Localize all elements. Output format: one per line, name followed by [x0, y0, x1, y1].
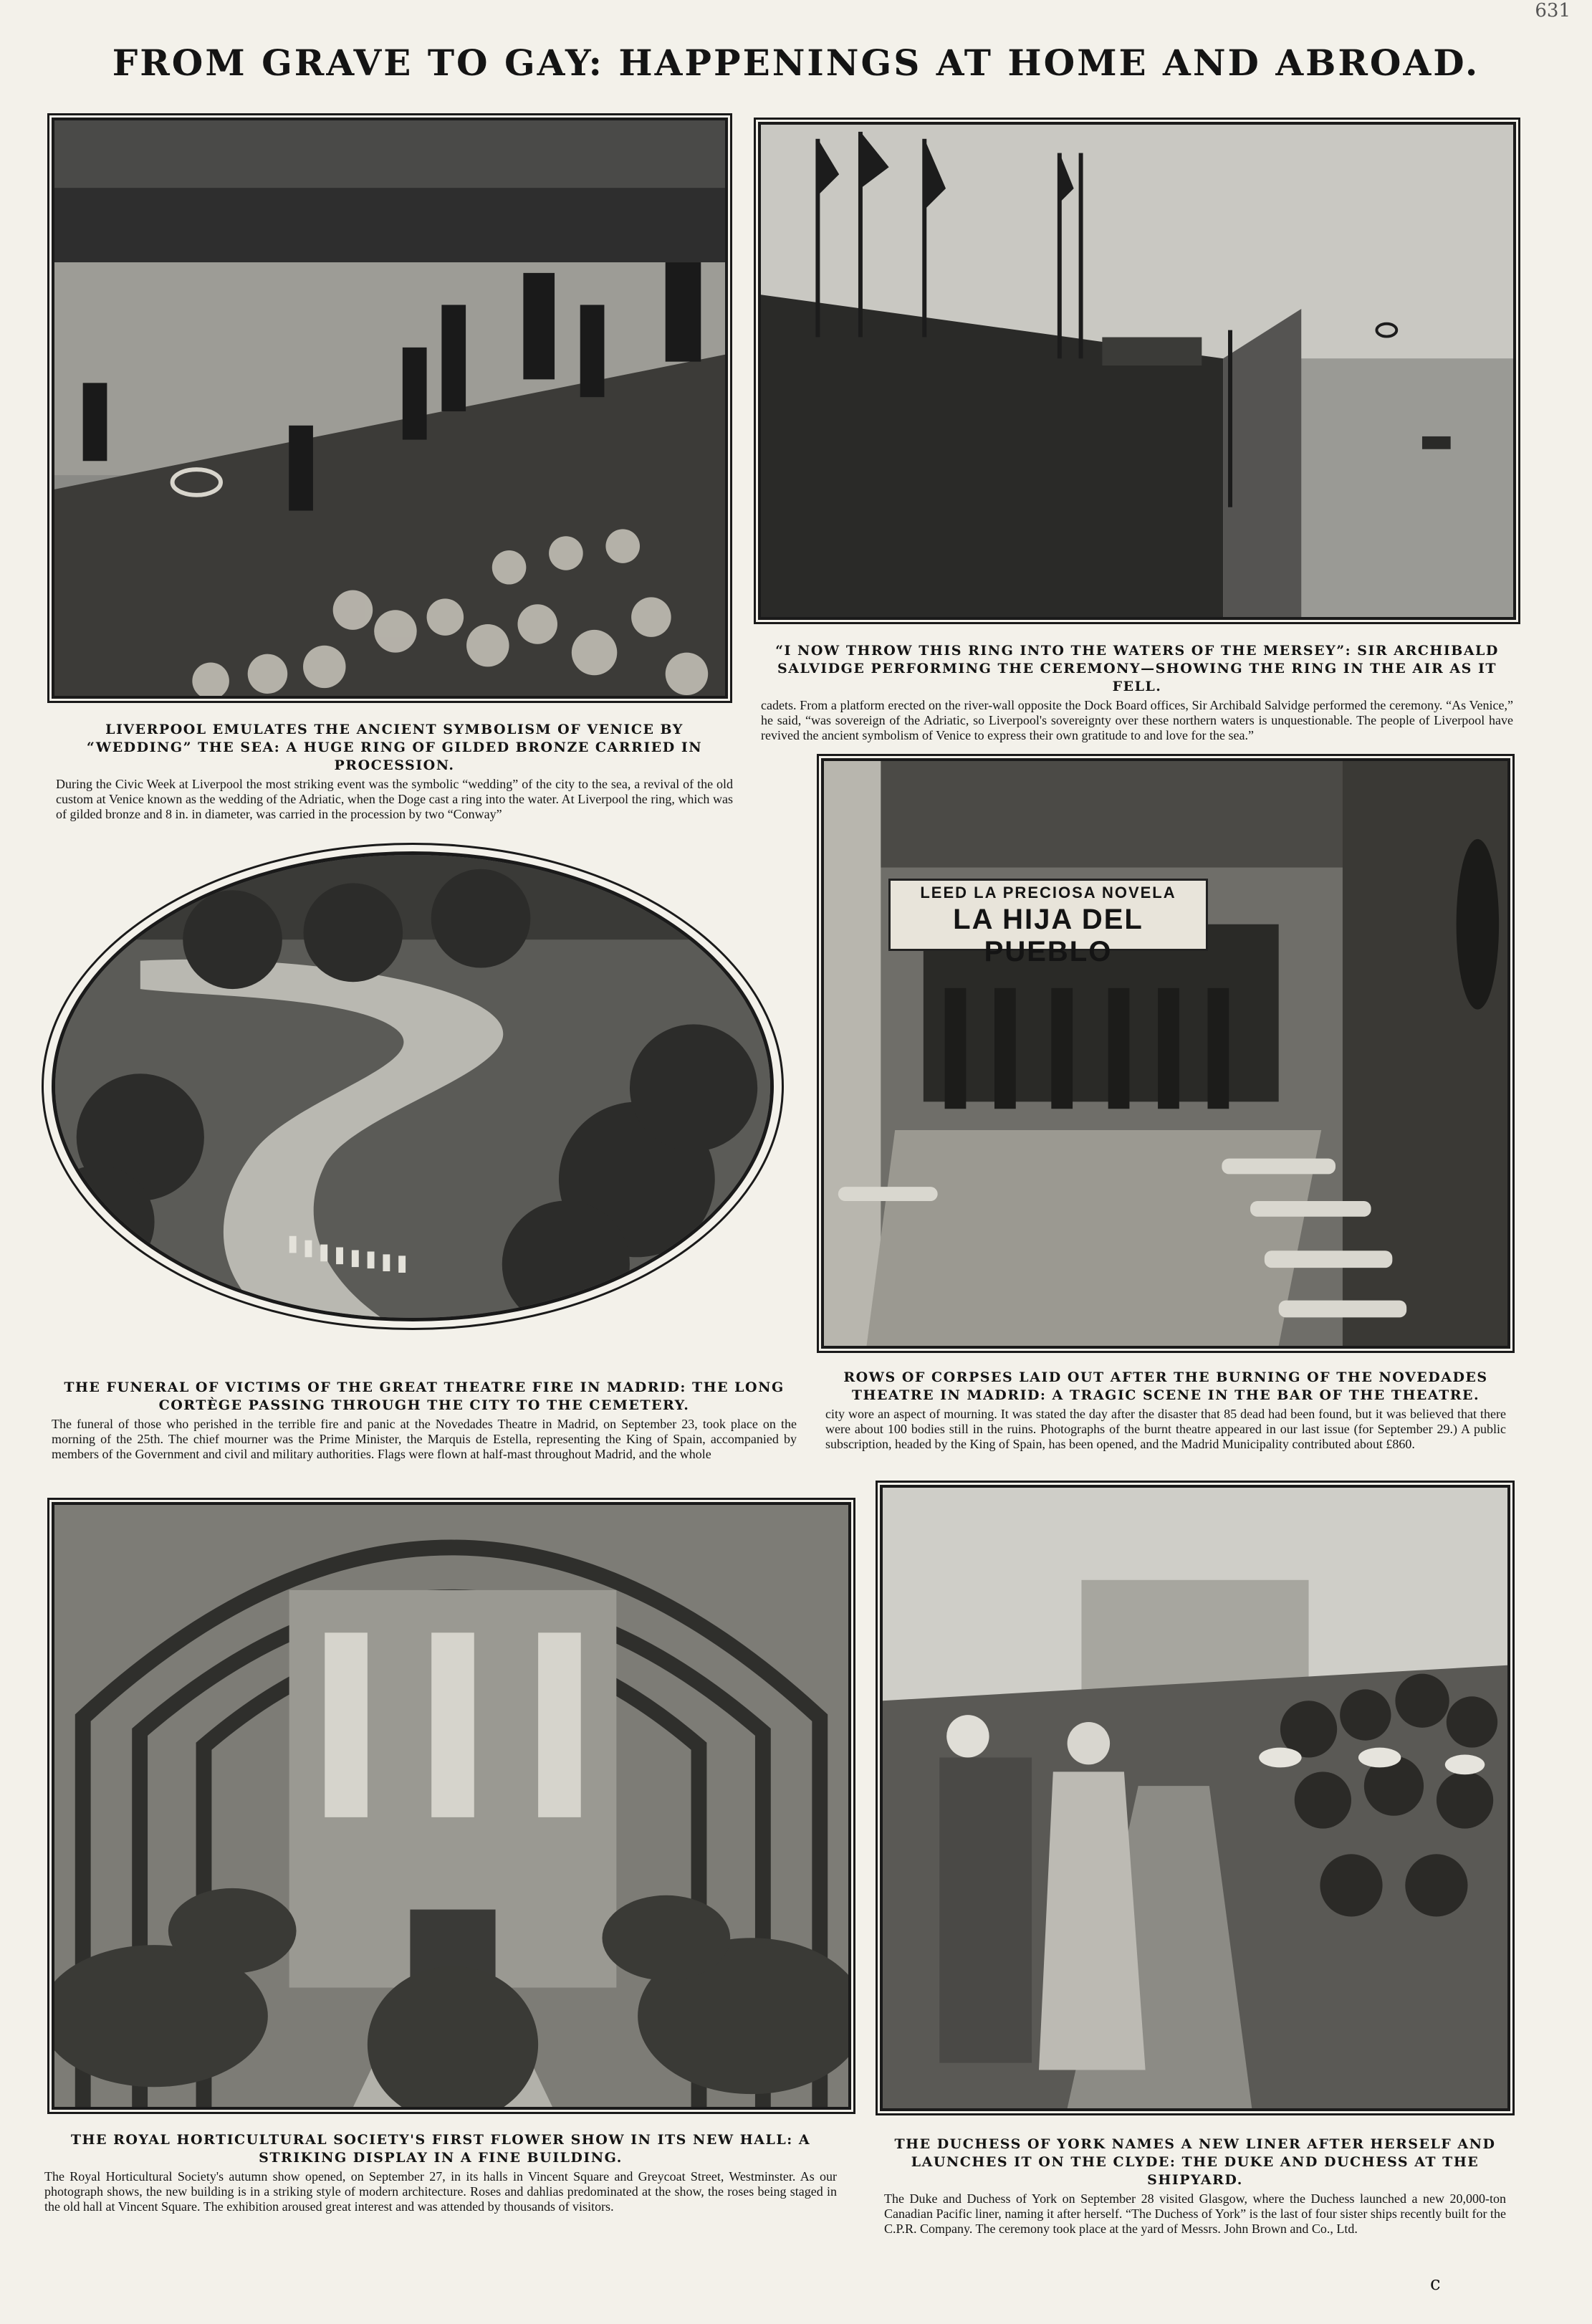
theatre-sign-line2: LA HIJA DEL PUEBLO [953, 904, 1143, 967]
caption-mersey-title: “I NOW THROW THIS RING INTO THE WATERS OF THE MERSEY”: SIR ARCHIBALD SALVIDGE PERFORMING THE CEREMONY—SHOWING THE RING IN THE AIR AS IT FELL. [775, 643, 1499, 694]
mersey-ceremony-image [761, 125, 1513, 617]
caption-mersey [761, 642, 1513, 743]
theatre-sign-line1: LEED LA PRECIOSA NOVELA [920, 884, 1176, 902]
caption-liverpool [56, 721, 733, 822]
horticultural-hall-image [54, 1505, 848, 2107]
liverpool-procession-image [54, 120, 725, 696]
footer-letter: c [1430, 2273, 1441, 2295]
page-number: 631 [1535, 0, 1571, 21]
photo-mersey-ceremony [758, 122, 1516, 620]
caption-horticultural-body: The Royal Horticultural Society's autumn show opened, on September 27, in its halls in Vincent Square and Greycoat Street, Westminster. As our photograph shows, the new building is in a striking style of modern architecture. Roses and dahlias predominated at the show, the roses being staged in the old hall at Vincent Square. The exhibition aroused great interest and was attended by thousands of visitors. [44, 2169, 837, 2214]
caption-madrid-funeral [52, 1379, 797, 1462]
caption-madrid-bar-body: city wore an aspect of mourning. It was stated the day after the disaster that 85 dead had been found, but it was believed that there were about 100 bodies still in the ruins. Photographs of the burnt theatre appeared in our last issue (for September 29.) A public subscription, headed by the King of Spain, has been opened, and the Madrid Municipality contributed about £860. [825, 1407, 1506, 1451]
caption-liverpool-body: During the Civic Week at Liverpool the most striking event was the symbolic “wedding” of the city to the sea, a revival of the old custom at Venice known as the wedding of the Adriatic, when the Doge cast a ring into the water. At Liverpool the ring, which was of gilded bronze and 8 in. in diameter, was carried in the procession by two “Conway” [56, 777, 733, 821]
duchess-york-image [883, 1488, 1507, 2108]
photo-liverpool-procession [52, 118, 728, 699]
photo-duchess-york [880, 1485, 1510, 2111]
caption-duchess-title: THE DUCHESS OF YORK NAMES A NEW LINER AFTER HERSELF AND LAUNCHES IT ON THE CLYDE: THE DUKE AND DUCHESS AT THE SHIPYARD. [894, 2136, 1496, 2188]
caption-madrid-funeral-body: The funeral of those who perished in the terrible fire and panic at the Novedades Theatre in Madrid, on September 23, took place on the morning of the 25th. The chief mourner was the Prime Minister, the Marquis de Estella, representing the King of Spain, accompanied by members of the Government and civil and military authorities. Flags were flown at half-mast throughout Madrid, and the whole [52, 1417, 797, 1461]
caption-liverpool-title: LIVERPOOL EMULATES THE ANCIENT SYMBOLISM OF VENICE BY “WEDDING” THE SEA: A HUGE RING OF GILDED BRONZE CARRIED IN PROCESSION. [86, 722, 703, 773]
caption-horticultural-title: THE ROYAL HORTICULTURAL SOCIETY'S FIRST FLOWER SHOW IN ITS NEW HALL: A STRIKING DISPLAY IN A FINE BUILDING. [70, 2132, 811, 2166]
caption-duchess [884, 2136, 1506, 2237]
caption-madrid-bar-title: ROWS OF CORPSES LAID OUT AFTER THE BURNING OF THE NOVEDADES THEATRE IN MADRID: A TRAGIC SCENE IN THE BAR OF THE THEATRE. [843, 1369, 1488, 1403]
madrid-bar-image [824, 761, 1507, 1346]
photo-madrid-bar [821, 758, 1510, 1349]
page-headline: FROM GRAVE TO GAY: HAPPENINGS AT HOME AND ABROAD. [112, 42, 1480, 84]
caption-duchess-body: The Duke and Duchess of York on September 28 visited Glasgow, where the Duchess launched a new 20,000-ton Canadian Pacific liner, naming it after herself. “The Duchess of York” is the last of four sister ships recently built for the C.P.R. Company. The ceremony took place at the yard of Messrs. John Brown and Co., Ltd. [884, 2191, 1506, 2236]
caption-horticultural [44, 2131, 837, 2214]
caption-madrid-bar [825, 1369, 1506, 1452]
photo-madrid-funeral [52, 851, 774, 1321]
theatre-sign [888, 879, 1208, 967]
photo-horticultural-hall [52, 1502, 851, 2110]
caption-mersey-body: cadets. From a platform erected on the river-wall opposite the Dock Board offices, Sir Archibald Salvidge performed the ceremony. “As Venice,” he said, “was sovereign of the Adriatic, so Liverpool's sovereignty over these northern waters is unquestionable. The people of Liverpool have revived the ancient symbolism of Venice to express their own gratitude to and love for the sea.” [761, 698, 1513, 742]
caption-madrid-funeral-title: THE FUNERAL OF VICTIMS OF THE GREAT THEATRE FIRE IN MADRID: THE LONG CORTÈGE PASSING THROUGH THE CITY TO THE CEMETERY. [64, 1379, 785, 1413]
madrid-funeral-image [55, 855, 770, 1318]
